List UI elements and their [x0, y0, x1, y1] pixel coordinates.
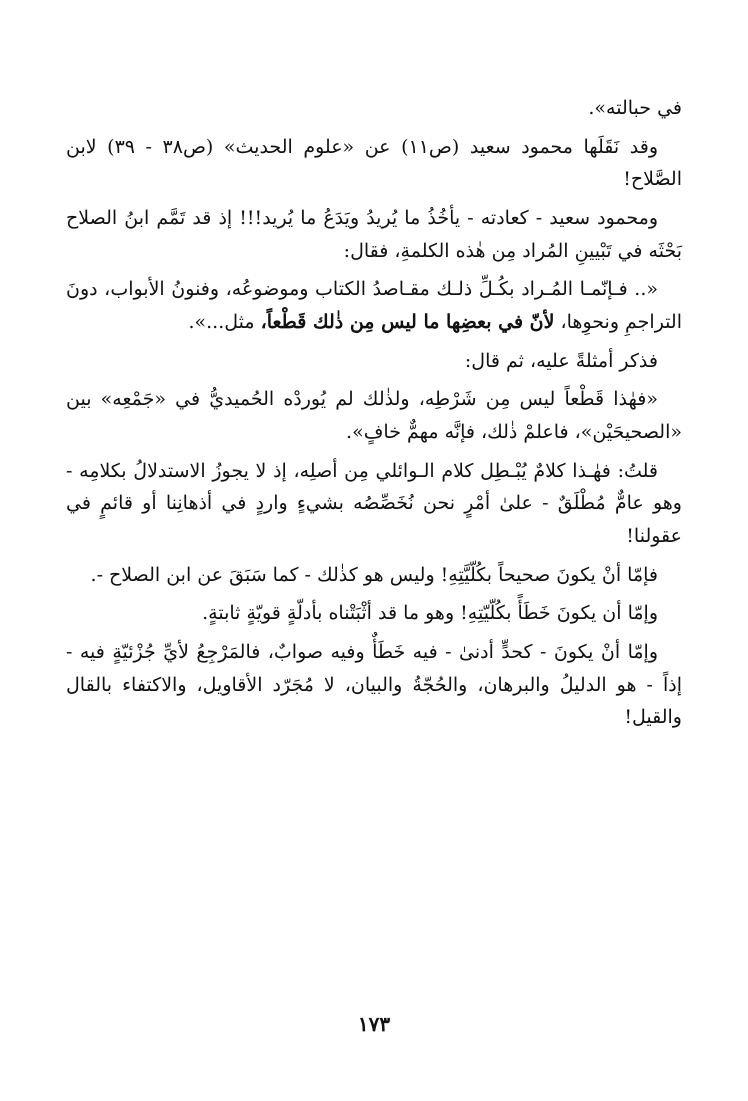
paragraph-3: ومحمود سعيد - كعادته - يأخُذُ ما يُريدُ ويَدَعُ ما يُريد!!! إذ قد تَمَّم ابنُ الصلاح بَحْثَه في تَبْيينِ المُراد مِن هٰذه الكلمةِ، فقال:	[66, 207, 682, 262]
page-number: ١٧٣	[357, 1012, 391, 1036]
paragraph-8: فإمّا أنْ يكونَ صحيحاً بكُلّيَّتِهِ! وليس هو كذٰلك - كما سَبَقَ عن ابن الصلاح -.	[90, 563, 658, 586]
body-text	[66, 92, 682, 740]
paragraph-10: وإمّا أنْ يكونَ - كحدٍّ أدنىٰ - فيه خَطَأٌ وفيه صوابٌ، فالمَرْجِعُ لأيِّ جُزْئيّةٍ فيه - إذاً - هو الدليلُ والبرهان، والحُجّةُ والبيان، لا مُجَرّد الأقاويل، والاكتفاء بالقال والقيل!	[66, 641, 682, 729]
paragraph-2: وقد نَقَلَها محمود سعيد (ص١١) عن «علوم الحديث» (ص٣٨ - ٣٩) لابن الصَّلاح!	[66, 135, 682, 191]
quote-part-1: «.. فـإنّمـا المُـراد بكُـلِّ ذلـك مقـاصدُ الكتاب وموضوعُه، وفنونُ الأبواب، دونَ التراجمِ ونحوِها،	[66, 278, 682, 334]
quote-part-2: مثل...».	[188, 311, 261, 334]
paragraph-9: وإمّا أن يكونَ خَطَأً بكُلّيّتِهِ! وهو ما قد أثْبَتْناه بأدلّةٍ قويّةٍ ثابتةٍ.	[202, 602, 658, 625]
paragraph-5: فذكر أمثلةً عليه، ثم قال:	[464, 349, 658, 372]
paragraph-1: في حبالته».	[588, 97, 682, 119]
quote-part-bold: لأنّ في بعضِها ما ليس مِن ذٰلك قَطْعاً،	[260, 311, 555, 334]
paragraph-7: قلتُ: فهٰـذا كلامٌ يُبْـطِل كلام الـوائلي مِن أصلِه، إذ لا يجوزُ الاستدلالُ بكلامِه - وهو عامٌّ مُطْلَقٌ - علىٰ أمْرٍ نحن نُخَصِّصُه بشيءٍ واردٍ في أذهانِنا أو قائمٍ في عقولنا!	[66, 459, 682, 548]
quote-paragraph	[66, 273, 682, 338]
paragraph-6: «فهٰذا قَطْعاً ليس مِن شَرْطِه، ولذٰلك لم يُوردْه الحُميديُّ في «جَمْعِه» بين «الصحيحَيْن»، فاعلمْ ذٰلك، فإنَّه مهمٌّ خافٍ».	[66, 388, 682, 444]
